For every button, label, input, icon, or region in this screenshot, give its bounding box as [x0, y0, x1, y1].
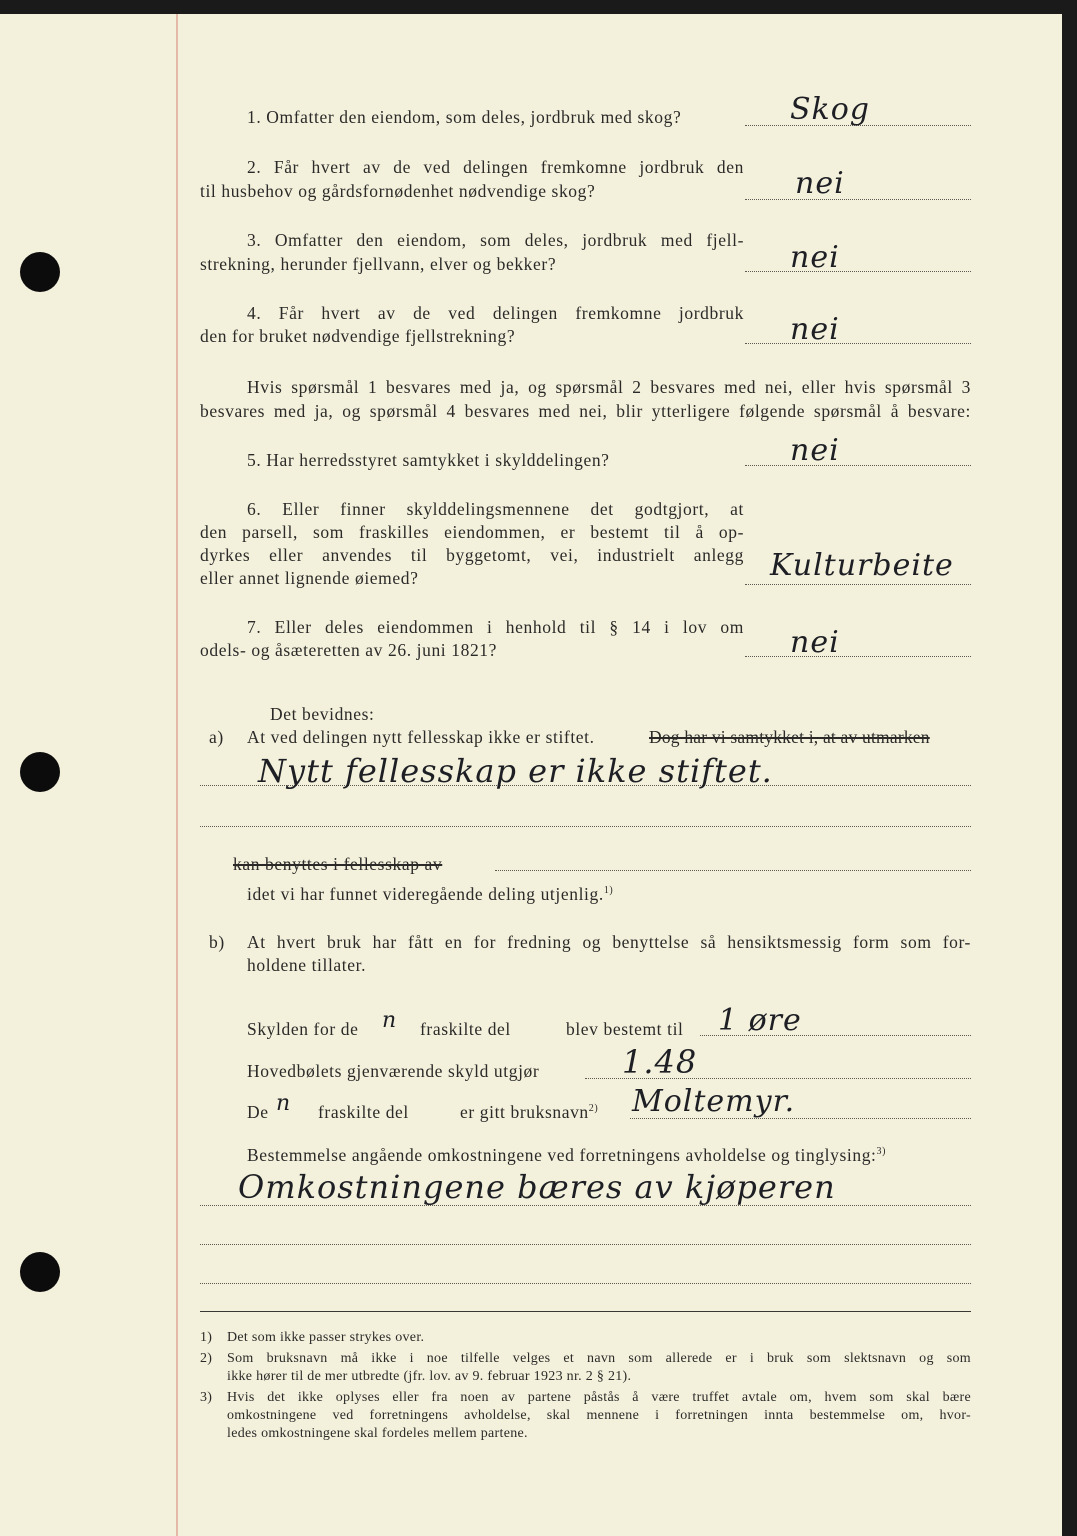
- question-5: 5. Har herredsstyret samtykket i skylddelingen?: [247, 450, 610, 470]
- bruksnavn-label-a: De: [247, 1102, 269, 1122]
- finding-a-cont-text: idet vi har funnet videregående deling utjenlig.: [247, 884, 604, 904]
- footnote-1-mark: 1): [200, 1330, 213, 1345]
- footnote-3-line-2: omkostningene ved forretningens avholdelse, skal mennene i forretningen innta bestemmelse om, hvor-: [227, 1408, 971, 1423]
- bruksnavn-label-text: er gitt bruksnavn: [460, 1102, 589, 1122]
- answer-2: nei: [795, 166, 845, 201]
- finding-b-line-2: holdene tillater.: [247, 955, 367, 975]
- question-6-line-4: eller annet lignende øiemed?: [200, 568, 419, 588]
- margin-line: [176, 14, 178, 1536]
- answer-1: Skog: [790, 92, 870, 127]
- answer-4: nei: [790, 312, 840, 347]
- skyld-label-a: Skylden for de: [247, 1019, 359, 1039]
- hovedbol-label: Hovedbølets gjenværende skyld utgjør: [247, 1061, 540, 1081]
- bruksnavn-value: Moltemyr.: [632, 1084, 796, 1119]
- answer-line-4: [745, 343, 971, 344]
- skyld-value: 1 øre: [718, 1003, 802, 1038]
- question-2-line-1: 2. Får hvert av de ved delingen fremkomne jordbruk den: [247, 157, 744, 177]
- finding-a-text: At ved delingen nytt fellesskap ikke er stiftet.: [247, 727, 595, 747]
- question-3-line-1: 3. Omfatter den eiendom, som deles, jordbruk med fjell-: [247, 230, 744, 250]
- footnote-2-line-2: ikke hører til de mer utbredte (jfr. lov. av 9. februar 1923 nr. 2 § 21).: [227, 1369, 632, 1384]
- condition-line-2: besvares med ja, og spørsmål 4 besvares med nei, blir ytterligere følgende spørsmål å besvare:: [200, 401, 971, 421]
- question-4-line-2: den for bruket nødvendige fjellstrekning?: [200, 326, 516, 346]
- footnote-3-mark: 3): [200, 1390, 213, 1405]
- bruksnavn-label-c: [460, 1102, 598, 1123]
- answer-3: nei: [790, 240, 840, 275]
- answer-5: nei: [790, 433, 840, 468]
- skyld-label-c: blev bestemt til: [566, 1019, 684, 1039]
- answer-line-3: [745, 271, 971, 272]
- answer-7: nei: [790, 625, 840, 660]
- finding-a-continuation: [247, 884, 613, 905]
- omkostninger-value: Omkostningene bæres av kjøperen: [238, 1168, 836, 1206]
- condition-line-1: Hvis spørsmål 1 besvares med ja, og spørsmål 2 besvares med nei, eller hvis spørsmål 3: [247, 377, 971, 397]
- findings-heading: Det bevidnes:: [270, 704, 375, 724]
- footnote-3-line-3: ledes omkostningene skal fordeles mellem partene.: [227, 1426, 528, 1441]
- footnote-2-line-1: Som bruksnavn må ikke i noe tilfelle velges et navn som allerede er i bruk som slektsnavn og som: [227, 1351, 971, 1366]
- answer-line-2: [745, 199, 971, 200]
- question-1: 1. Omfatter den eiendom, som deles, jordbruk med skog?: [247, 107, 682, 127]
- finding-a-marker: a): [209, 727, 224, 747]
- omkostninger-label: [247, 1145, 886, 1166]
- question-2-line-2: til husbehov og gårdsfornødenhet nødvendige skog?: [200, 181, 596, 201]
- footnote-ref-2: 2): [588, 1103, 599, 1115]
- punch-hole: [20, 752, 60, 792]
- omkostninger-label-text: Bestemmelse angående omkostningene ved forretningens avholdelse og tinglysing:: [247, 1145, 877, 1165]
- skyld-label-b: fraskilte del: [420, 1019, 511, 1039]
- finding-b-line-1: At hvert bruk har fått en for fredning og benyttelse så hensiktsmessig form som for-: [247, 932, 971, 952]
- question-3-line-2: strekning, herunder fjellvann, elver og bekker?: [200, 254, 557, 274]
- punch-hole: [20, 1252, 60, 1292]
- footnote-ref-1: 1): [603, 885, 614, 897]
- finding-a-line-2: [200, 826, 971, 827]
- question-6-line-3: dyrkes eller anvendes til byggetomt, vei, industrielt anlegg: [200, 545, 744, 565]
- question-6-line-2: den parsell, som fraskilles eiendommen, er bestemt til å op-: [200, 522, 744, 542]
- answer-line-7: [745, 656, 971, 657]
- answer-6: Kulturbeite: [770, 548, 954, 583]
- question-4-line-1: 4. Får hvert av de ved delingen fremkomne jordbruk: [247, 303, 744, 323]
- bruksnavn-label-b: fraskilte del: [318, 1102, 409, 1122]
- answer-line-5: [745, 465, 971, 466]
- footnote-separator: [200, 1311, 971, 1312]
- omkostninger-line-3: [200, 1283, 971, 1284]
- answer-line-6: [745, 584, 971, 585]
- finding-a-struck: Dog har vi samtykket i, at av utmarken: [649, 727, 930, 747]
- hovedbol-value: 1.48: [622, 1043, 698, 1081]
- punch-hole: [20, 252, 60, 292]
- finding-a-struck-2: kan benyttes i fellesskap av: [233, 854, 443, 874]
- question-6-line-1: 6. Eller finner skylddelingsmennene det godtgjort, at: [247, 499, 744, 519]
- question-7-line-1: 7. Eller deles eiendommen i henhold til § 14 i lov om: [247, 617, 744, 637]
- finding-a-handwritten: Nytt fellesskap er ikke stiftet.: [258, 752, 773, 790]
- footnote-1-line-1: Det som ikke passer strykes over.: [227, 1330, 425, 1345]
- footnote-ref-3: 3): [876, 1146, 887, 1158]
- finding-a-line-3: [495, 870, 971, 871]
- skyld-handwritten-suffix: n: [382, 1008, 398, 1033]
- omkostninger-line-2: [200, 1244, 971, 1245]
- footnote-3-line-1: Hvis det ikke oplyses eller fra noen av partene påstås å være truffet avtale om, hvem som skal bære: [227, 1390, 971, 1405]
- footnote-2-mark: 2): [200, 1351, 213, 1366]
- bruksnavn-handwritten-suffix: n: [276, 1091, 292, 1116]
- question-7-line-2: odels- og åsæteretten av 26. juni 1821?: [200, 640, 498, 660]
- finding-b-marker: b): [209, 932, 225, 952]
